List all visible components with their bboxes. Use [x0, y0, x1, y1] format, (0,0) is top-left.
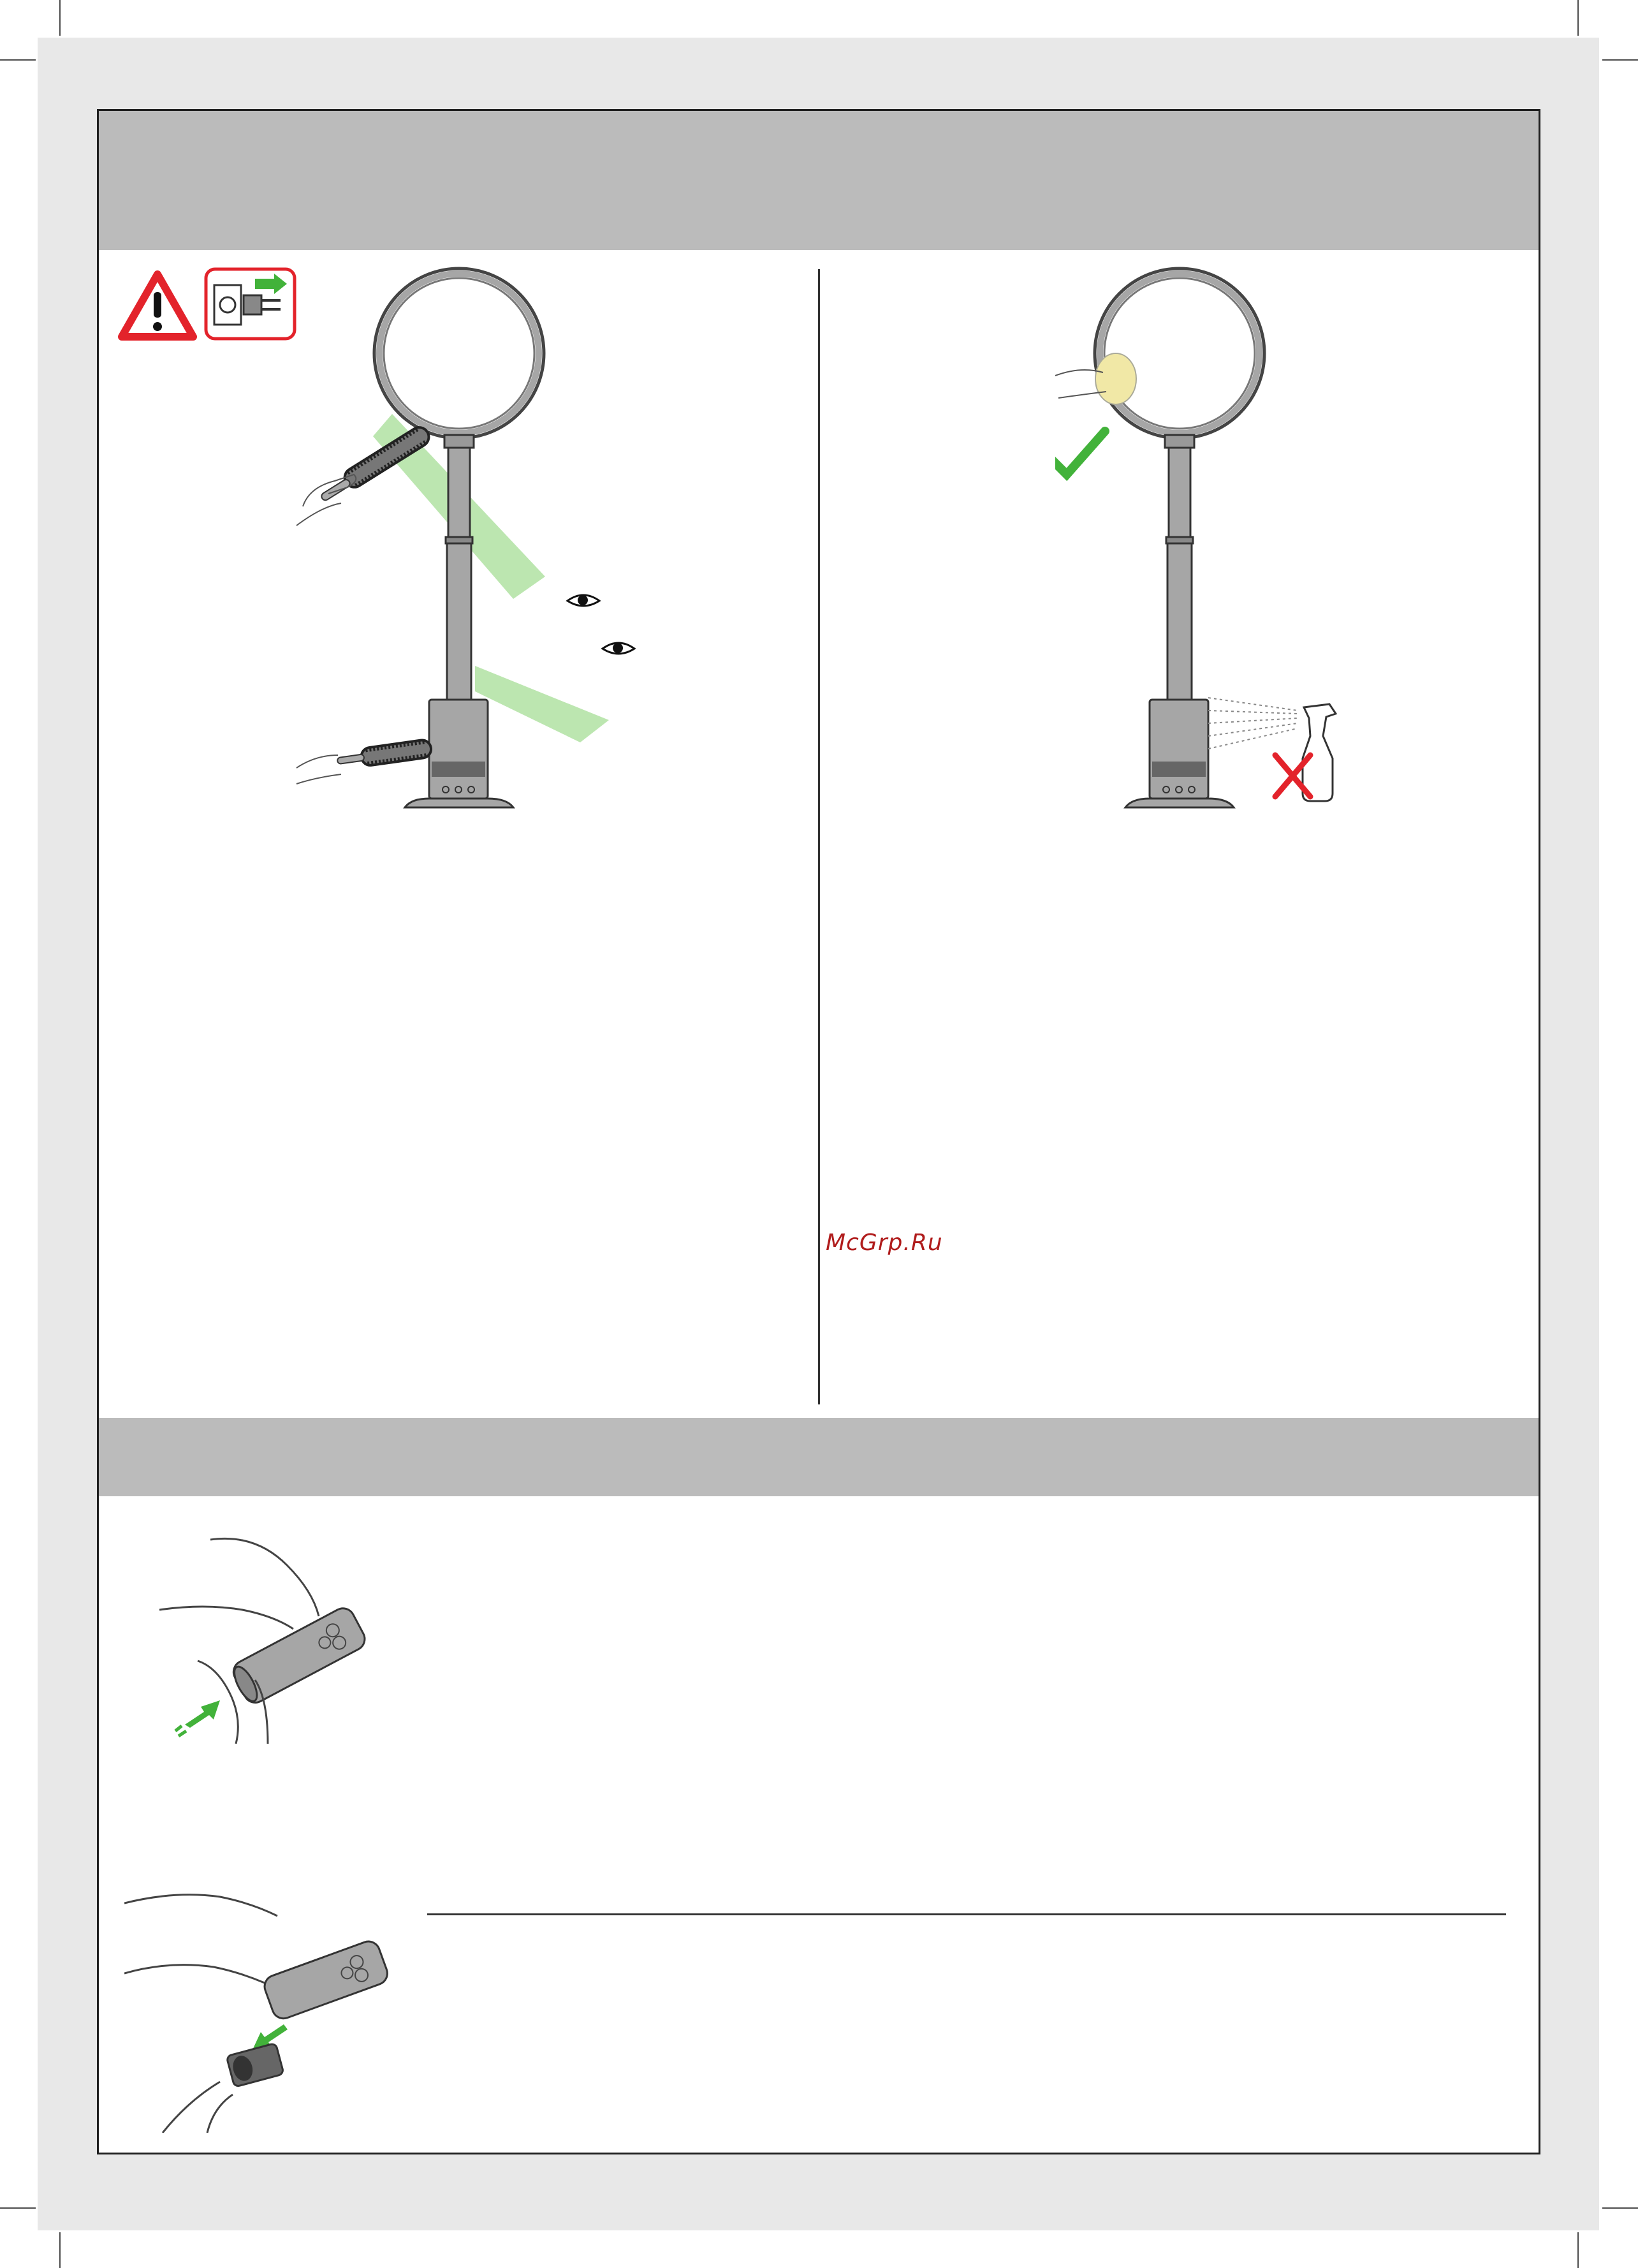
- eye-icon: [603, 643, 634, 654]
- crop-mark: [1577, 2232, 1579, 2268]
- section-rule: [427, 1913, 1506, 1915]
- eye-icon: [567, 595, 599, 606]
- spray-bottle-icon: [1303, 704, 1336, 801]
- crop-mark: [1602, 59, 1638, 61]
- check-icon: [1055, 431, 1105, 475]
- crop-mark: [59, 0, 61, 36]
- manual-page: [97, 109, 1540, 2154]
- warning-triangle-icon: [118, 269, 198, 342]
- crop-mark: [1602, 2207, 1638, 2209]
- crop-mark: [0, 59, 36, 61]
- column-divider: [818, 269, 820, 1404]
- watermark-text: McGrp.Ru: [826, 1230, 943, 1256]
- remote-battery-open-illustration: [159, 1533, 427, 1744]
- crop-mark: [0, 2207, 36, 2209]
- section-header-cleaning: [99, 111, 1539, 250]
- remote-battery-insert-illustration: [124, 1890, 424, 2133]
- fan-brush-cleaning-illustration: [284, 264, 743, 921]
- green-arrow-icon: [185, 1700, 220, 1728]
- fan-wipe-no-spray-illustration: [1055, 264, 1451, 921]
- crop-mark: [1577, 0, 1579, 36]
- section-header-remote-battery: [99, 1418, 1539, 1496]
- crop-mark: [59, 2232, 61, 2268]
- unplug-icon: [204, 267, 296, 341]
